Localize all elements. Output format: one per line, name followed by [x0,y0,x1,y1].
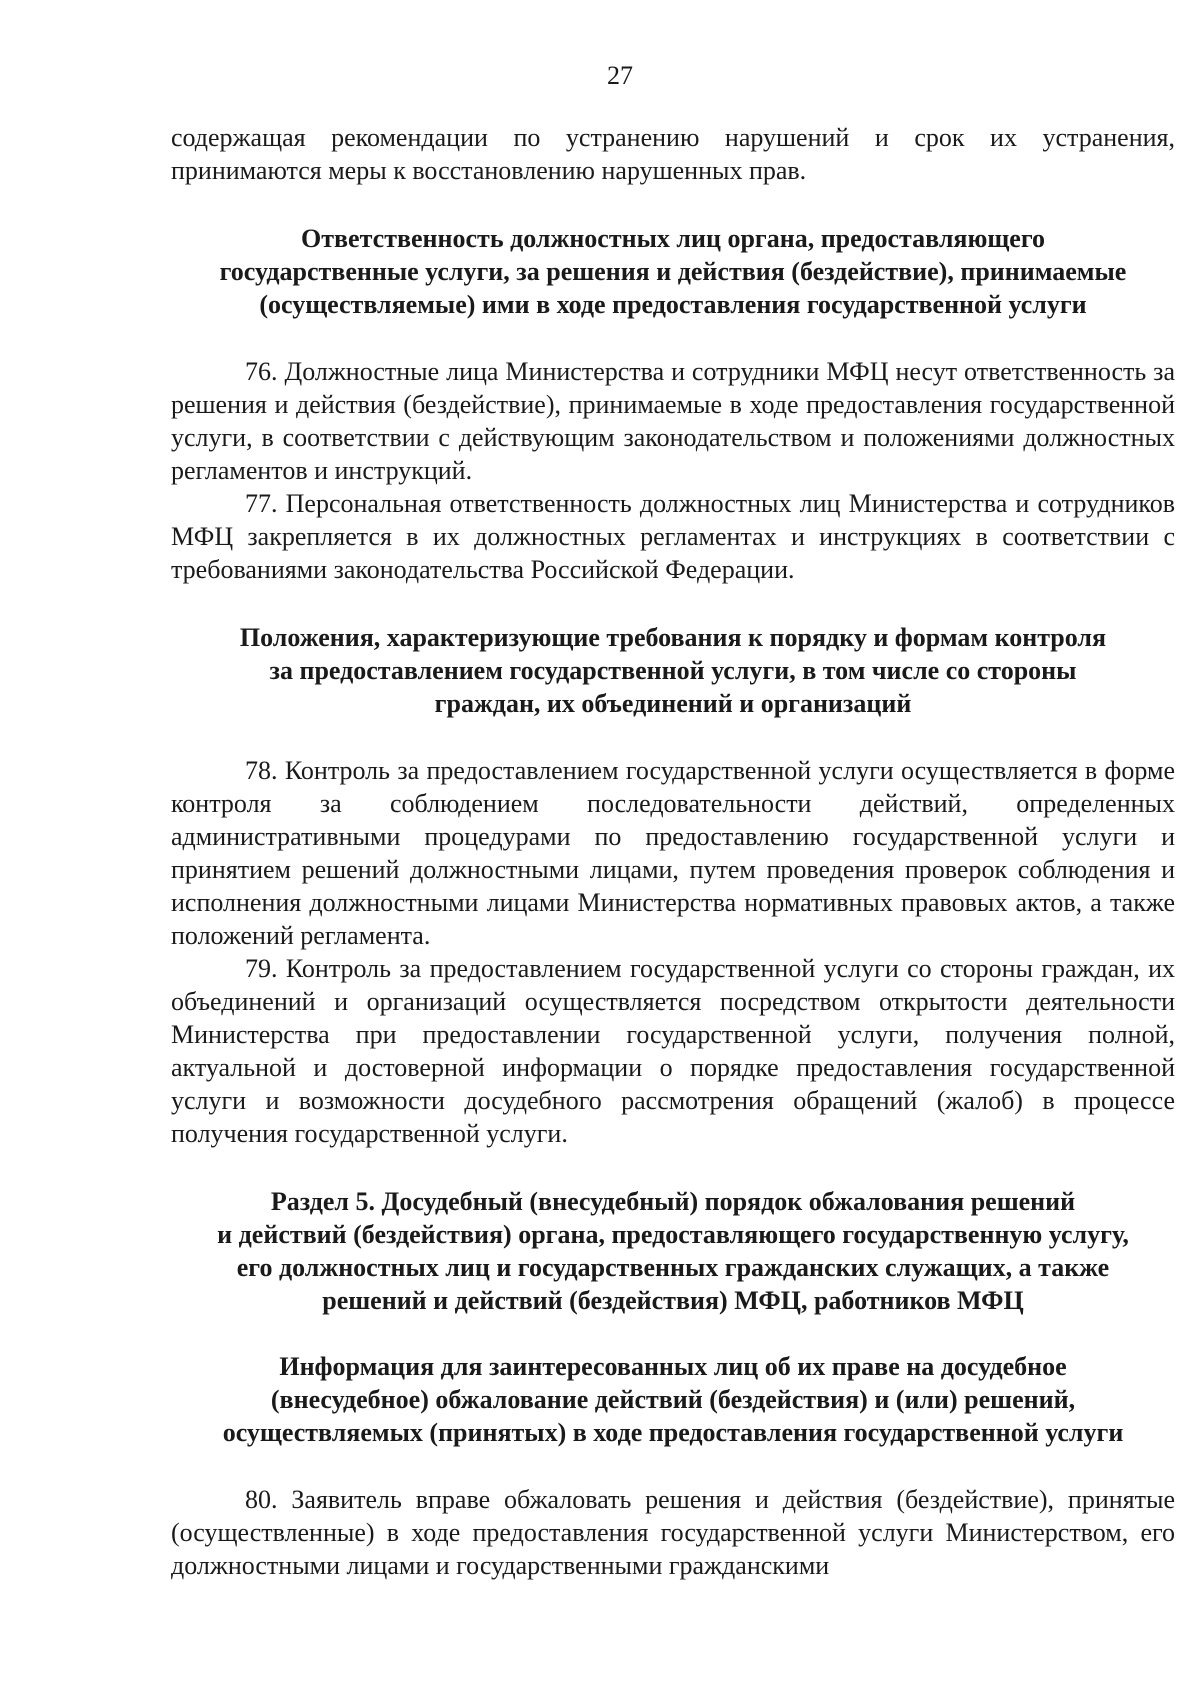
heading-line: (внесудебное) обжалование действий (бездействия) и (или) решений, [270,1385,1076,1414]
heading-line: Ответственность должностных лиц органа, предоставляющего [301,224,1045,253]
paragraph-79: 79. Контроль за предоставлением государственной услуги со стороны граждан, их объединений и организаций осуществляется посредством открытости деятельности Министерства при предоставлении государственной услуги, получения полной, актуальной и достоверной информации о порядке предоставления государственной услуги и возможности досудебного рассмотрения обращений (жалоб) в процессе получения государственной услуги. [171,954,1175,1148]
heading-line: и действий (бездействия) органа, предоставляющего государственную услугу, [217,1220,1129,1249]
heading-line: решений и действий (бездействия) МФЦ, работников МФЦ [322,1286,1024,1315]
heading-control [171,621,1175,720]
heading-line: его должностных лиц и государственных гражданских служащих, а также [236,1253,1110,1282]
heading-info-rights [171,1350,1175,1449]
paragraph-76: 76. Должностные лица Министерства и сотрудники МФЦ несут ответственность за решения и действия (бездействие), принимаемые в ходе предоставления государственной услуги, в соответствии с действующим законодательством и положениями должностных регламентов и инструкций. [171,357,1175,485]
heading-line: граждан, их объединений и организаций [434,689,912,718]
page-number: 27 [607,61,633,90]
paragraph-78: 78. Контроль за предоставлением государственной услуги осуществляется в форме контроля за соблюдением последовательности действий, определенных административными процедурами по предоставлению государственной услуги и принятием решений должностными лицами, путем проведения проверок соблюдения и исполнения должностными лицами Министерства нормативных правовых актов, а также положений регламента. [171,756,1175,950]
paragraph-80: 80. Заявитель вправе обжаловать решения и действия (бездействие), принятые (осуществленные) в ходе предоставления государственной услуги Министерством, его должностными лицами и государственными гражданскими [171,1485,1175,1580]
intro-paragraph: содержащая рекомендации по устранению нарушений и срок их устранения, принимаются меры к восстановлению нарушенных прав. [171,123,1175,185]
heading-section-5 [171,1185,1175,1317]
heading-line: за предоставлением государственной услуги, в том числе со стороны [269,656,1077,685]
heading-line: Раздел 5. Досудебный (внесудебный) порядок обжалования решений [270,1187,1076,1216]
document-body [171,121,1175,1582]
paragraph-77: 77. Персональная ответственность должностных лиц Министерства и сотрудников МФЦ закрепляется в их должностных регламентах и инструкциях в соответствии с требованиями законодательства Российской Федерации. [171,489,1175,584]
heading-line: Положения, характеризующие требования к порядку и формам контроля [239,623,1107,652]
heading-responsibility [171,222,1175,321]
heading-line: Информация для заинтересованных лиц об их праве на досудебное [279,1352,1067,1381]
heading-line: (осуществляемые) ими в ходе предоставления государственной услуги [259,290,1087,319]
heading-line: осуществляемых (принятых) в ходе предоставления государственной услуги [222,1418,1124,1447]
heading-line: государственные услуги, за решения и действия (бездействие), принимаемые [219,257,1127,286]
